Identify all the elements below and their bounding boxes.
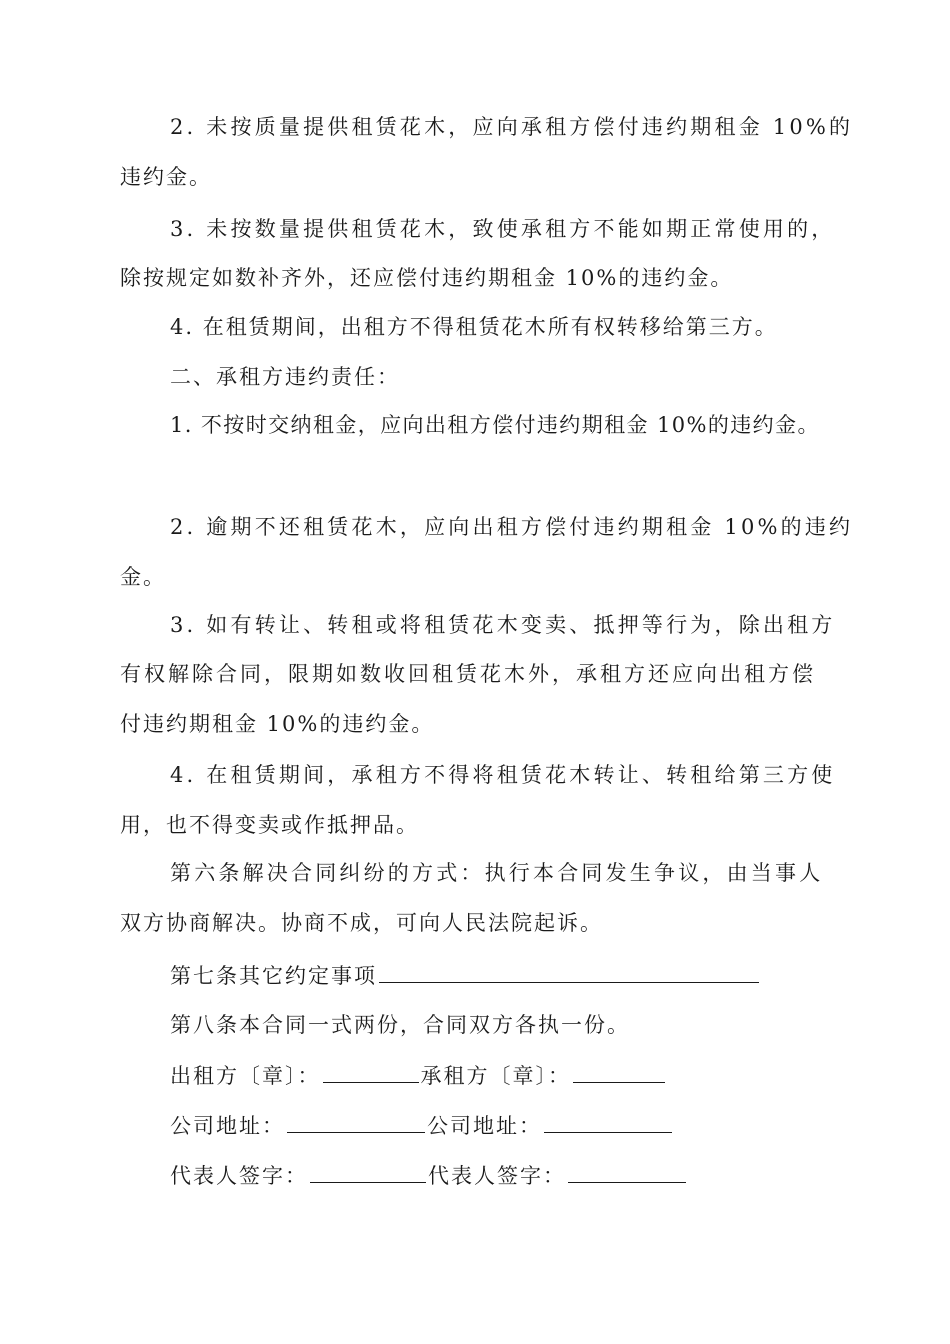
fill-blank — [287, 1108, 425, 1133]
article-7-line — [170, 958, 761, 991]
article-6-line: 双方协商解决。协商不成，可向人民法院起诉。 — [120, 911, 603, 935]
lessee-rep-label: 代表人签字： — [428, 1164, 566, 1188]
fill-blank — [544, 1108, 672, 1133]
address-line — [170, 1108, 674, 1141]
paragraph-line: 除按规定如数补齐外，还应偿付违约期租金 10%的违约金。 — [120, 266, 734, 290]
paragraph-line: 4. 在租赁期间，出租方不得租赁花木所有权转移给第三方。 — [170, 315, 778, 339]
fill-blank — [310, 1158, 426, 1183]
paragraph-line: 有权解除合同，限期如数收回租赁花木外，承租方还应向出租方偿 — [120, 662, 816, 686]
paragraph-line: 付违约期租金 10%的违约金。 — [120, 712, 435, 736]
fill-blank — [379, 958, 759, 983]
representative-line — [170, 1158, 688, 1191]
seal-line — [170, 1058, 667, 1091]
paragraph-line: 用，也不得变卖或作抵押品。 — [120, 813, 419, 837]
lessor-address-label: 公司地址： — [170, 1114, 285, 1138]
lessor-rep-label: 代表人签字： — [170, 1164, 308, 1188]
article-6-line: 第六条解决合同纠纷的方式：执行本合同发生争议，由当事人 — [170, 861, 824, 885]
fill-blank — [568, 1158, 686, 1183]
fill-blank — [573, 1058, 665, 1083]
section-heading: 二、承租方违约责任： — [170, 365, 400, 389]
lessor-seal-label: 出租方〔章〕： — [170, 1064, 321, 1088]
paragraph-line: 2. 逾期不还租赁花木，应向出租方偿付违约期租金 10%的违约 — [170, 515, 854, 539]
article-7-label: 第七条其它约定事项 — [170, 964, 377, 988]
paragraph-line: 违约金。 — [120, 165, 212, 189]
paragraph-line: 2. 未按质量提供租赁花木，应向承租方偿付违约期租金 10%的 — [170, 115, 854, 139]
fill-blank — [323, 1058, 419, 1083]
paragraph-line: 金。 — [120, 565, 166, 589]
paragraph-line: 4. 在租赁期间，承租方不得将租赁花木转让、转租给第三方使 — [170, 763, 836, 787]
paragraph-line: 3. 如有转让、转租或将租赁花木变卖、抵押等行为，除出租方 — [170, 613, 836, 637]
paragraph-line: 3. 未按数量提供租赁花木，致使承租方不能如期正常使用的， — [170, 217, 836, 241]
paragraph-line: 1. 不按时交纳租金，应向出租方偿付违约期租金 10%的违约金。 — [170, 413, 820, 437]
lessee-seal-label: 承租方〔章〕： — [420, 1064, 571, 1088]
article-8-line: 第八条本合同一式两份，合同双方各执一份。 — [170, 1013, 630, 1037]
lessee-address-label: 公司地址： — [427, 1114, 542, 1138]
